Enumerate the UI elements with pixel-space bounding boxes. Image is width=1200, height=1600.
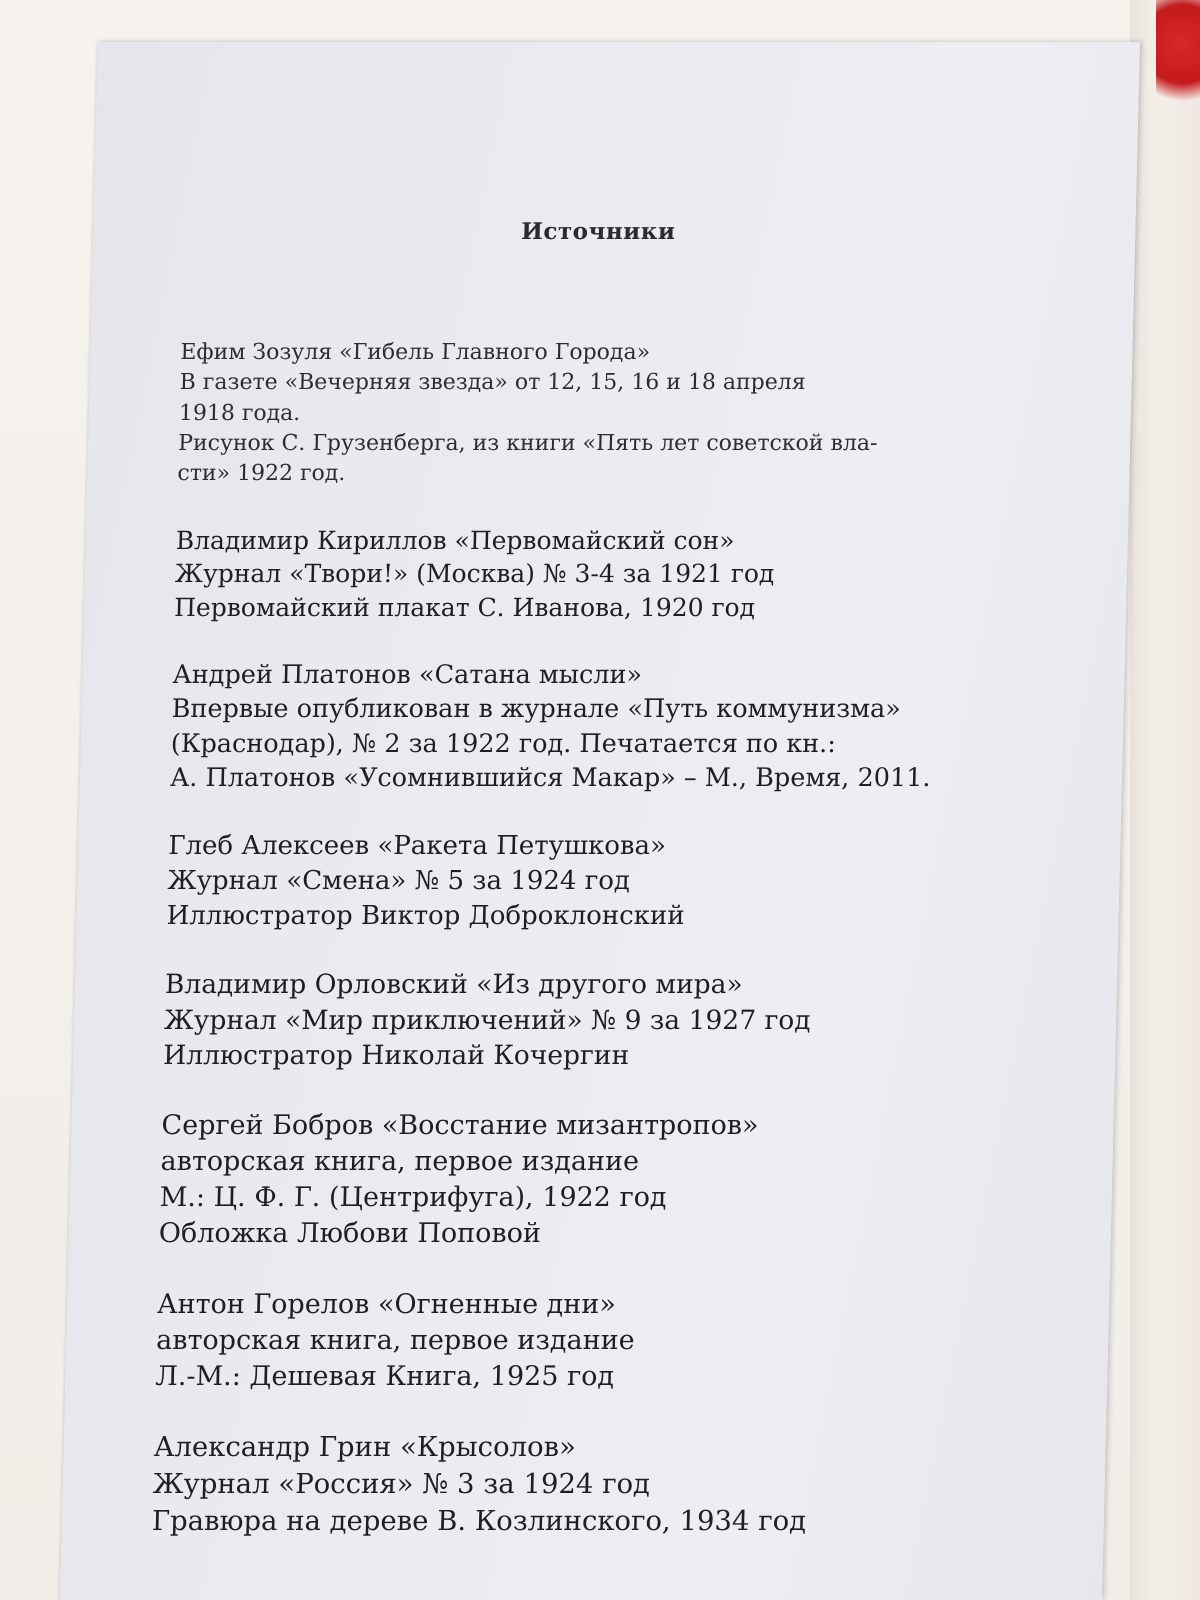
entry-line: Обложка Любови Поповой bbox=[158, 1218, 542, 1250]
entry-line: Антон Горелов «Огненные дни» bbox=[156, 1288, 617, 1320]
entry-line: Журнал «Мир приключений» № 9 за 1927 год bbox=[163, 1004, 811, 1036]
source-entry-orlovsky bbox=[163, 967, 1046, 1074]
source-entry-grin bbox=[151, 1429, 1034, 1540]
red-cover-edge bbox=[1156, 0, 1200, 110]
page-title: Источники bbox=[520, 218, 676, 245]
entry-line: сти» 1922 год. bbox=[177, 461, 346, 487]
entry-line: Владимир Орловский «Из другого мира» bbox=[164, 969, 744, 1001]
book-page bbox=[60, 42, 1140, 1600]
entry-line: Иллюстратор Виктор Доброклонский bbox=[166, 900, 685, 931]
entry-line: (Краснодар), № 2 за 1922 год. Печатается по кн.: bbox=[170, 728, 837, 759]
source-entry-zozulya bbox=[177, 338, 1061, 490]
entry-line: 1918 года. bbox=[178, 400, 301, 426]
source-entry-bobrov bbox=[158, 1108, 1042, 1253]
entry-line: Впервые опубликован в журнале «Путь коммунизма» bbox=[171, 694, 902, 725]
source-entry-alekseev bbox=[166, 829, 1049, 933]
entry-line: Первомайский плакат С. Иванова, 1920 год bbox=[173, 592, 756, 622]
entry-line: Журнал «Твори!» (Москва) № 3-4 за 1921 год bbox=[174, 559, 775, 589]
entry-line: Владимир Кириллов «Первомайский сон» bbox=[175, 525, 735, 555]
entry-line: Гравюра на дереве В. Козлинского, 1934 год bbox=[151, 1504, 807, 1537]
entry-line: Глеб Алексеев «Ракета Петушкова» bbox=[167, 830, 667, 861]
sources-list bbox=[151, 338, 1061, 1574]
entry-line: авторская книга, первое издание bbox=[155, 1324, 636, 1356]
entry-line: Александр Грин «Крысолов» bbox=[153, 1431, 577, 1464]
entry-line: Андрей Платонов «Сатана мысли» bbox=[172, 660, 643, 691]
book-edge bbox=[1130, 0, 1200, 1600]
entry-line: Ефим Зозуля «Гибель Главного Города» bbox=[180, 340, 651, 365]
entry-line: Рисунок С. Грузенберга, из книги «Пять лет советской вла- bbox=[177, 431, 878, 457]
entry-line: авторская книга, первое издание bbox=[160, 1146, 640, 1178]
entry-line: Иллюстратор Николай Кочергин bbox=[162, 1040, 630, 1072]
entry-line: Журнал «Смена» № 5 за 1924 год bbox=[167, 865, 631, 896]
entry-line: М.: Ц. Ф. Г. (Центрифуга), 1922 год bbox=[159, 1182, 667, 1214]
entry-line: Сергей Бобров «Восстание мизантропов» bbox=[161, 1109, 759, 1141]
entry-line: А. Платонов «Усомнившийся Макар» – М., Время, 2011. bbox=[169, 762, 931, 793]
entry-line: В газете «Вечерняя звезда» от 12, 15, 16 и 18 апреля bbox=[179, 370, 806, 396]
entry-line: Л.-М.: Дешевая Книга, 1925 год bbox=[155, 1360, 615, 1392]
source-entry-platonov bbox=[170, 658, 1053, 795]
source-entry-gorelov bbox=[155, 1287, 1038, 1396]
source-entry-kirillov bbox=[174, 524, 1056, 625]
entry-line: Журнал «Россия» № 3 за 1924 год bbox=[152, 1467, 651, 1500]
